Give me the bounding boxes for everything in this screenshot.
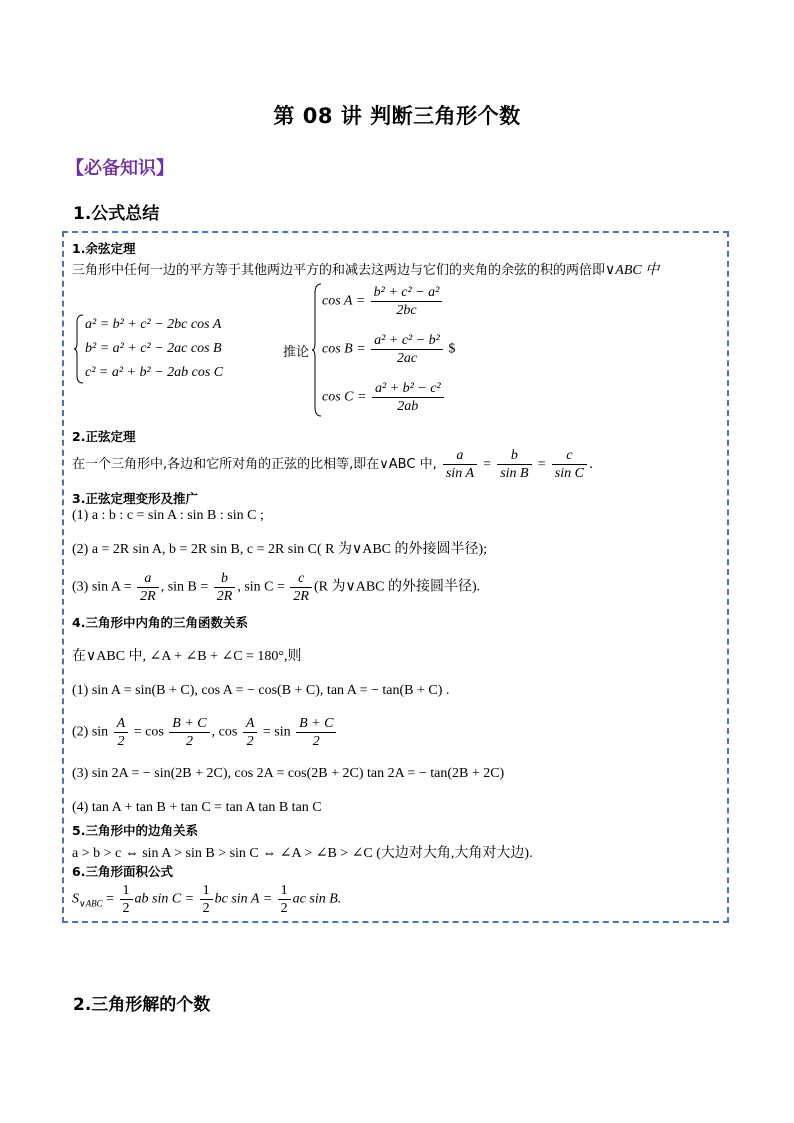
cosine-eq-2: b² = a² + c² − 2ac cos B [85,341,222,356]
sine-f1-den: sin A [445,466,474,481]
sine-var-3a-den: 2R [140,589,156,604]
sine-f3-den: sin C [554,466,584,481]
area-half-3-den: 2 [280,901,288,916]
cosA-formula [322,284,444,319]
sine-var-heading: 3.正弦定理变形及推广 [72,491,198,506]
area-half-2-den: 2 [202,901,210,916]
stray-dollar: $ [448,341,456,357]
sine-f3-num: c [552,447,587,465]
inner-2d-num: B + C [296,715,336,733]
inner-2c-num: A [243,715,258,733]
cosine-eq-1: a² = b² + c² − 2bc cos A [85,317,222,332]
cosC-lhs: cos C = [322,389,367,405]
area-term-1: ab sin C = [134,891,195,907]
tuilun-label: 推论 [283,345,310,360]
inner-line-0: 在∨ABC 中, ∠A + ∠B + ∠C = 180°,则 [72,649,302,664]
page-title: 第 08 讲 判断三角形个数 [273,104,521,128]
inner-2d-den: 2 [312,734,320,749]
section-heading-formulas: 1.公式总结 [73,204,160,224]
inner-line-4: (4) tan A + tan B + tan C = tan A tan B tan C [72,800,322,815]
inner-line-2 [72,715,338,750]
area-term-3: ac sin B. [292,891,342,907]
section-heading-solutions: 2.三角形解的个数 [73,995,211,1015]
inner-2a: (2) sin [72,724,109,740]
inner-2b-den: 2 [185,734,193,749]
cosC-num: a² + b² − c² [372,380,444,398]
sine-f1-num: a [443,447,477,465]
cosB-den: 2ac [396,351,418,366]
cosA-num: b² + c² − a² [371,284,443,302]
inner-2b: = cos [133,724,164,740]
area-eq: = [106,891,114,907]
left-brace-icon [74,314,84,384]
area-s-sub: ∨ABC [79,898,103,909]
edge-line: a > b > c ⇔ sin A > sin B > sin C ⇔ ∠A > ∠B > ∠C (大边对大角,大角对大边). [72,846,533,861]
inner-2a-num: A [114,715,129,733]
sine-var-3a: (3) sin A = [72,579,132,595]
cosB-formula [322,332,455,367]
sine-f2-den: sin B [500,466,529,481]
area-half-3-num: 1 [278,882,291,900]
cosine-heading: 1.余弦定理 [72,241,136,256]
cosB-num: a² + c² − b² [371,332,443,350]
inner-2c-den: 2 [246,734,254,749]
sine-var-3c-den: 2R [293,589,309,604]
cosC-formula [322,380,446,415]
sine-var-3 [72,570,480,605]
sine-var-3c: , sin C = [237,579,285,595]
sine-var-3e: (R 为∨ABC 的外接圆半径). [313,579,481,595]
area-half-1-den: 2 [122,901,130,916]
sine-eq-1: = [483,457,492,472]
sine-var-1: (1) a : b : c = sin A : sin B : sin C ; [72,508,264,523]
cosA-den: 2bc [396,303,417,318]
area-half-2-num: 1 [200,882,213,900]
cosine-eq-3: c² = a² + b² − 2ab cos C [85,365,224,380]
area-heading: 6.三角形面积公式 [72,864,173,879]
right-brace-icon [312,283,322,417]
sine-dot: . [588,457,594,472]
inner-line-3: (3) sin 2A = − sin(2B + 2C), cos 2A = cos(2B + 2C) tan 2A = − tan(2B + 2C) [72,766,505,781]
inner-line-1: (1) sin A = sin(B + C), cos A = − cos(B + C), tan A = − tan(B + C) . [72,683,450,698]
sine-var-3b-den: 2R [216,589,233,604]
cosA-lhs: cos A = [322,293,366,309]
inner-2c: , cos [211,724,238,740]
area-half-1-num: 1 [120,882,133,900]
section-tag-bixu: 【必备知识】 [66,158,174,179]
inner-2d: = sin [262,724,291,740]
area-formula [72,882,341,917]
sine-var-3b: , sin B = [160,579,209,595]
area-s: S [72,891,79,907]
cosC-den: 2ab [397,399,419,414]
sine-var-3c-num: c [290,570,312,588]
inner-heading: 4.三角形中内角的三角函数关系 [72,615,248,630]
cosine-desc-text: 三角形中任何一边的平方等于其他两边平方的和减去这两边与它们的夹角的余弦的积的两倍即 [72,263,606,278]
area-term-2: bc sin A = [214,891,273,907]
sine-desc: 在一个三角形中,各边和它所对角的正弦的比相等,即在∨ABC 中, [72,457,437,472]
sine-var-3a-num: a [137,570,159,588]
cosine-desc [72,259,659,279]
inner-2b-num: B + C [169,715,209,733]
inner-2a-den: 2 [117,734,125,749]
sine-var-2: (2) a = 2R sin A, b = 2R sin B, c = 2R sin C( R 为∨ABC 的外接圆半径); [72,542,488,557]
cosB-lhs: cos B = [322,341,366,357]
sine-law-line [72,447,593,482]
edge-heading: 5.三角形中的边角关系 [72,823,198,838]
sine-var-3b-num: b [214,570,236,588]
cosine-triangle: ∨ABC 中 [605,263,660,278]
sine-eq-2: = [537,457,546,472]
sine-f2-num: b [497,447,531,465]
sine-heading: 2.正弦定理 [72,429,136,444]
